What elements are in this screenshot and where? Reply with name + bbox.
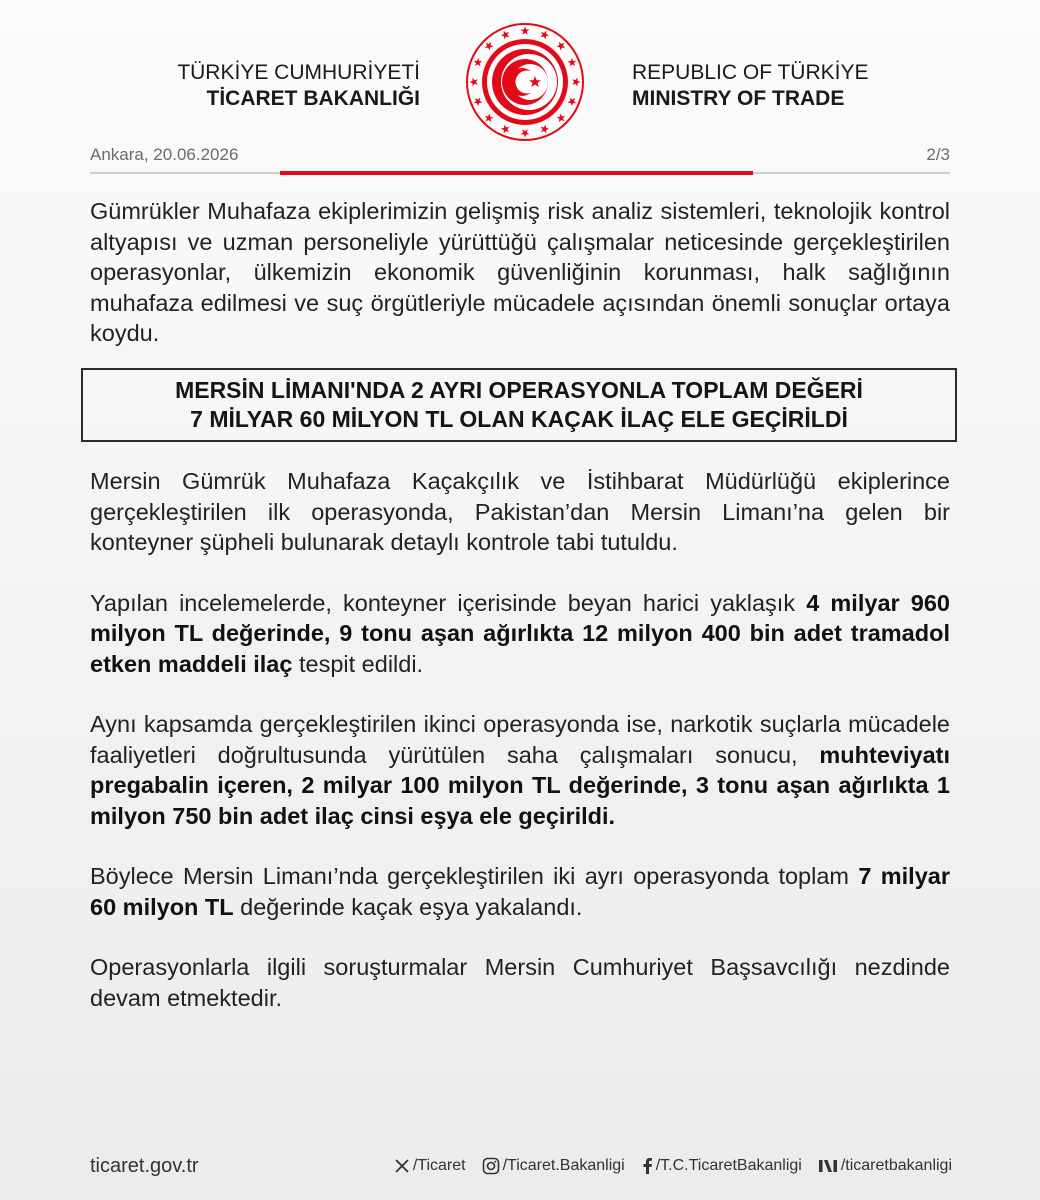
- paragraph-4-tail: değerinde kaçak eşya yakalandı.: [233, 893, 583, 920]
- dateline: Ankara, 20.06.2026: [90, 145, 239, 164]
- header-left-block: [150, 60, 420, 112]
- instagram-social-link[interactable]: [482, 1157, 625, 1175]
- seal-star-icon: [485, 114, 494, 123]
- seal-star-icon: [541, 125, 550, 134]
- instagram-handle: /Ticaret.Bakanligi: [502, 1157, 625, 1174]
- seal-star-icon: [557, 114, 566, 123]
- paragraph-2-lead: Yapılan incelemelerde, konteyner içerisinde beyan harici yaklaşık: [90, 589, 807, 616]
- seal-star-icon: [568, 98, 577, 107]
- seal-star-icon: [469, 78, 477, 87]
- footer: [90, 1155, 952, 1179]
- nsosyal-logo-icon: [818, 1158, 838, 1174]
- paragraph-2-tail: tespit edildi.: [292, 650, 424, 677]
- paragraph-4: [90, 861, 950, 922]
- header-ministry-en: MINISTRY OF TRADE: [632, 87, 845, 110]
- paragraph-3-lead: Aynı kapsamda gerçekleştirilen ikinci operasyonda ise, narkotik suçlarla mücadele faaliyetleri doğrultusunda yürütülen saha çalışmaları sonucu,: [90, 711, 950, 768]
- header-ministry-tr: TİCARET BAKANLIĞI: [206, 87, 420, 110]
- headline-line-1: MERSİN LİMANI'NDA 2 AYRI OPERASYONLA TOPLAM DEĞERİ: [175, 377, 863, 403]
- page-number: 2/3: [926, 145, 950, 164]
- seal-star-icon: [501, 125, 510, 134]
- x-logo-icon: [394, 1158, 410, 1174]
- paragraph-1: Mersin Gümrük Muhafaza Kaçakçılık ve İstihbarat Müdürlüğü ekiplerince gerçekleştirilen ilk operasyonda, Pakistan’dan Mersin Limanı’na gelen bir konteyner şüpheli bulunarak detaylı kontrole tabi tutuldu.: [90, 468, 950, 555]
- turkish-state-seal-icon: [462, 19, 588, 145]
- intro-paragraph: Gümrükler Muhafaza ekiplerimizin gelişmiş risk analiz sistemleri, teknolojik kontrol altyapısı ve uzman personeliyle yürüttüğü çalışmalar neticesinde gerçekleştirilen operasyonlar, ülkemizin ekonomik güvenliğinin korunması, halk sağlığının muhafaza edilmesi ve suç örgütleriyle mücadele açısından önemli sonuçlar ortaya koydu.: [90, 198, 950, 346]
- seal-star-icon: [568, 58, 577, 67]
- header-divider-accent: [280, 171, 753, 175]
- paragraph-2-highlight: 4 milyar 960 milyon TL değerinde, 9 tonu aşan ağırlıkta 12 milyon 400 bin adet tramadol etken maddeli ilaç: [90, 589, 950, 677]
- seal-star-icon: [557, 42, 566, 51]
- paragraph-3: [90, 709, 950, 831]
- instagram-logo-icon: [482, 1157, 500, 1175]
- seal-star-icon: [572, 78, 580, 87]
- website-link[interactable]: ticaret.gov.tr: [90, 1155, 199, 1177]
- x-handle: /Ticaret: [412, 1157, 466, 1174]
- paragraph-2: [90, 588, 950, 680]
- body-section: [90, 466, 950, 1013]
- seal-star-icon: [485, 42, 494, 51]
- nsosyal-handle: /ticaretbakanligi: [840, 1157, 952, 1174]
- paragraph-4-highlight: 7 milyar 60 milyon TL: [90, 863, 950, 920]
- seal-star-icon: [474, 58, 483, 67]
- seal-star-icon: [541, 31, 550, 40]
- nsosyal-social-link[interactable]: [818, 1157, 952, 1175]
- headline-box: [81, 368, 957, 442]
- header-republic-en: REPUBLIC OF TÜRKİYE: [632, 61, 869, 84]
- headline-line-2: 7 MİLYAR 60 MİLYON TL OLAN KAÇAK İLAÇ ELE GEÇİRİLDİ: [190, 406, 848, 432]
- intro-section: [90, 196, 950, 349]
- facebook-handle: /T.C.TicaretBakanligi: [655, 1157, 802, 1174]
- header-republic-tr: TÜRKİYE CUMHURİYETİ: [177, 61, 420, 84]
- seal-star-icon: [474, 98, 483, 107]
- seal-star-icon: [501, 31, 510, 40]
- facebook-social-link[interactable]: [641, 1157, 802, 1175]
- facebook-logo-icon: [641, 1157, 653, 1175]
- paragraph-5: Operasyonlarla ilgili soruşturmalar Mersin Cumhuriyet Başsavcılığı nezdinde devam etmektedir.: [90, 954, 950, 1011]
- paragraph-4-lead: Böylece Mersin Limanı’nda gerçekleştirilen iki ayrı operasyonda toplam: [90, 863, 859, 889]
- seal-star-icon: [521, 129, 530, 137]
- social-links: [378, 1157, 952, 1175]
- x-social-link[interactable]: [394, 1157, 466, 1175]
- paragraph-3-highlight: muhteviyatı pregabalin içeren, 2 milyar 100 milyon TL değerinde, 3 tonu aşan ağırlıkta 1 milyon 750 bin adet ilaç cinsi eşya ele geçirildi.: [90, 741, 950, 829]
- seal-star-icon: [521, 26, 530, 34]
- header-right-block: [632, 60, 932, 112]
